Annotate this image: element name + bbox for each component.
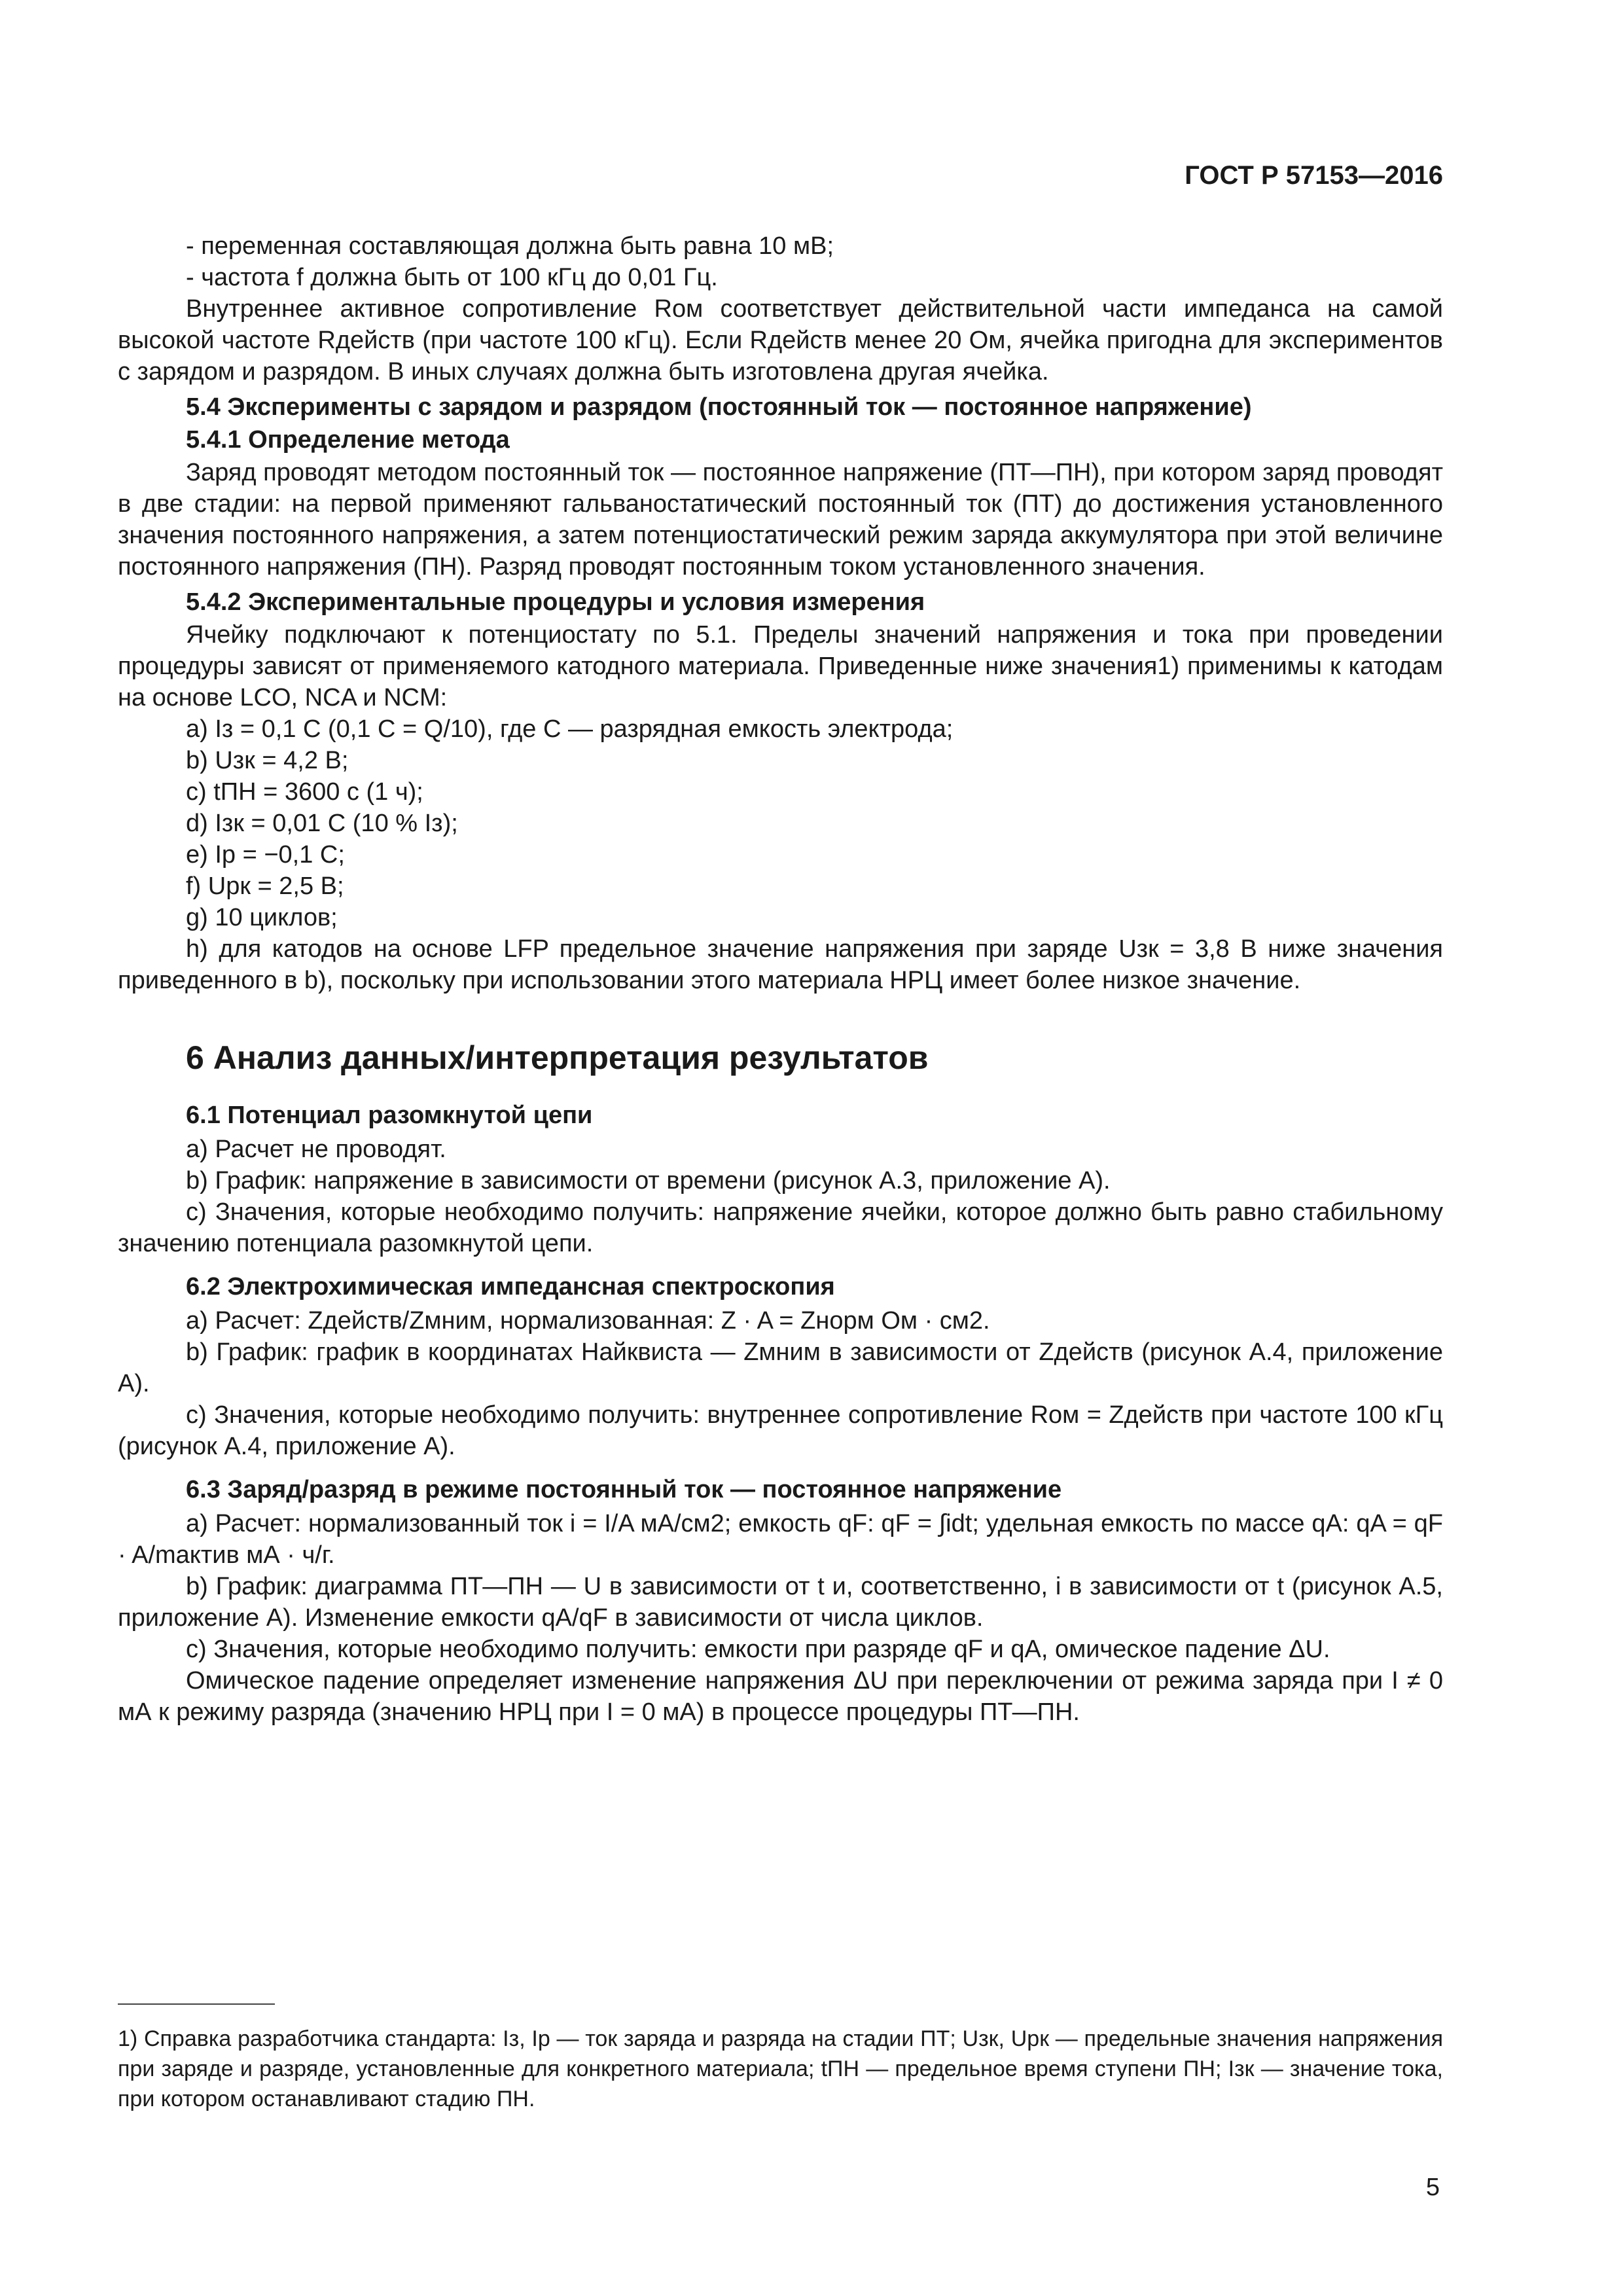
footnote: 1) Справка разработчика стандарта: Iз, Iр — ток заряда и разряда на стадии ПТ; Uзк, Uрк — предельные значения напряжения при заряде и разряде, установленные для конкретного материала; tПН — предельное время ступени ПН; Iзк — значение тока, при котором останавливают стадию ПН.	[118, 2026, 1443, 2111]
chapter-6-title: 6 Анализ данных/интерпретация результатов	[186, 1039, 929, 1076]
section-6-3-title: 6.3 Заряд/разряд в режиме постоянный ток — постоянное напряжение	[186, 1476, 1062, 1503]
section-6-1-a: а) Расчет не проводят.	[186, 1136, 446, 1163]
section-6-3-b: b) График: диаграмма ПТ—ПН — U в зависимости от t и, соответственно, i в зависимости от t (рисунок А.5, приложение А). Изменение емкости qA/qF в зависимости от числа циклов.	[118, 1573, 1443, 1632]
list-item-c: с) tПН = 3600 с (1 ч);	[186, 778, 423, 806]
section-5-4-1-title: 5.4.1 Определение метода	[186, 426, 510, 454]
list-item-b: b) Uзк = 4,2 В;	[186, 747, 349, 774]
section-6-3-a: а) Расчет: нормализованный ток i = I/A мА/см2; емкость qF: qF = ∫idt; удельная емкость по массе qA: qA = qF · A/mактив мА · ч/г.	[118, 1510, 1443, 1569]
document-header: ГОСТ Р 57153—2016	[1185, 161, 1443, 190]
section-6-2-a: а) Расчет: Zдейств/Zмним, нормализованная: Z · A = Zнорм Ом · см2.	[186, 1307, 990, 1335]
list-item-g: g) 10 циклов;	[186, 904, 338, 931]
section-6-1-title: 6.1 Потенциал разомкнутой цепи	[186, 1102, 593, 1129]
section-6-2-b: b) График: график в координатах Найквиста — Zмним в зависимости от Zдейств (рисунок А.4, приложение А).	[118, 1338, 1443, 1397]
intro-paragraph: Внутреннее активное сопротивление Rом соответствует действительной части импеданса на самой высокой частоте Rдейств (при частоте 100 кГц). Если Rдейств менее 20 Ом, ячейка пригодна для экспериментов с зарядом и разрядом. В иных случаях должна быть изготовлена другая ячейка.	[118, 295, 1443, 386]
page-number: 5	[1425, 2174, 1440, 2201]
intro-bullet-2: - частота f должна быть от 100 кГц до 0,01 Гц.	[186, 264, 718, 291]
list-item-h: h) для катодов на основе LFP предельное значение напряжения при заряде Uзк = 3,8 В ниже значения приведенного в b), поскольку при использовании этого материала НРЦ имеет более низкое значение.	[118, 935, 1443, 994]
list-item-a: а) Iз = 0,1 C (0,1 C = Q/10), где C — разрядная емкость электрода;	[186, 715, 954, 743]
list-item-e: е) Iр = −0,1 C;	[186, 841, 345, 869]
section-6-1-b: b) График: напряжение в зависимости от времени (рисунок А.3, приложение А).	[186, 1167, 1111, 1194]
list-item-f: f) Uрк = 2,5 В;	[186, 872, 344, 900]
intro-bullet-1: - переменная составляющая должна быть равна 10 мВ;	[186, 232, 834, 260]
main-content	[118, 230, 1443, 1728]
footnote-divider	[118, 2003, 275, 2005]
list-item-d: d) Iзк = 0,01 C (10 % Iз);	[186, 810, 458, 837]
section-5-4-title: 5.4 Эксперименты с зарядом и разрядом (постоянный ток — постоянное напряжение)	[186, 393, 1252, 421]
section-6-1-c: с) Значения, которые необходимо получить: напряжение ячейки, которое должно быть равно стабильному значению потенциала разомкнутой цепи.	[118, 1198, 1443, 1257]
section-6-2-c: с) Значения, которые необходимо получить: внутреннее сопротивление Rом = Zдейств при частоте 100 кГц (рисунок А.4, приложение А).	[118, 1401, 1443, 1460]
section-6-2-title: 6.2 Электрохимическая импедансная спектроскопия	[186, 1273, 835, 1300]
section-6-3-c: с) Значения, которые необходимо получить: емкости при разряде qF и qA, омическое падение ΔU.	[186, 1636, 1330, 1663]
section-5-4-1-text: Заряд проводят методом постоянный ток — постоянное напряжение (ПТ—ПН), при котором заряд проводят в две стадии: на первой применяют гальваностатический постоянный ток (ПТ) до достижения установленного значения постоянного напряжения, а затем потенциостатический режим заряда аккумулятора при этой величине постоянного напряжения (ПН). Разряд проводят постоянным током установленного значения.	[118, 459, 1443, 581]
section-5-4-2-intro: Ячейку подключают к потенциостату по 5.1. Пределы значений напряжения и тока при проведении процедуры зависят от применяемого катодного материала. Приведенные ниже значения1) применимы к катодам на основе LCO, NCA и NCM:	[118, 621, 1443, 711]
section-5-4-2-title: 5.4.2 Экспериментальные процедуры и условия измерения	[186, 588, 925, 616]
section-6-3-d: Омическое падение определяет изменение напряжения ΔU при переключении от режима заряда при I ≠ 0 мА к режиму разряда (значению НРЦ при I = 0 мА) в процессе процедуры ПТ—ПН.	[118, 1667, 1443, 1726]
